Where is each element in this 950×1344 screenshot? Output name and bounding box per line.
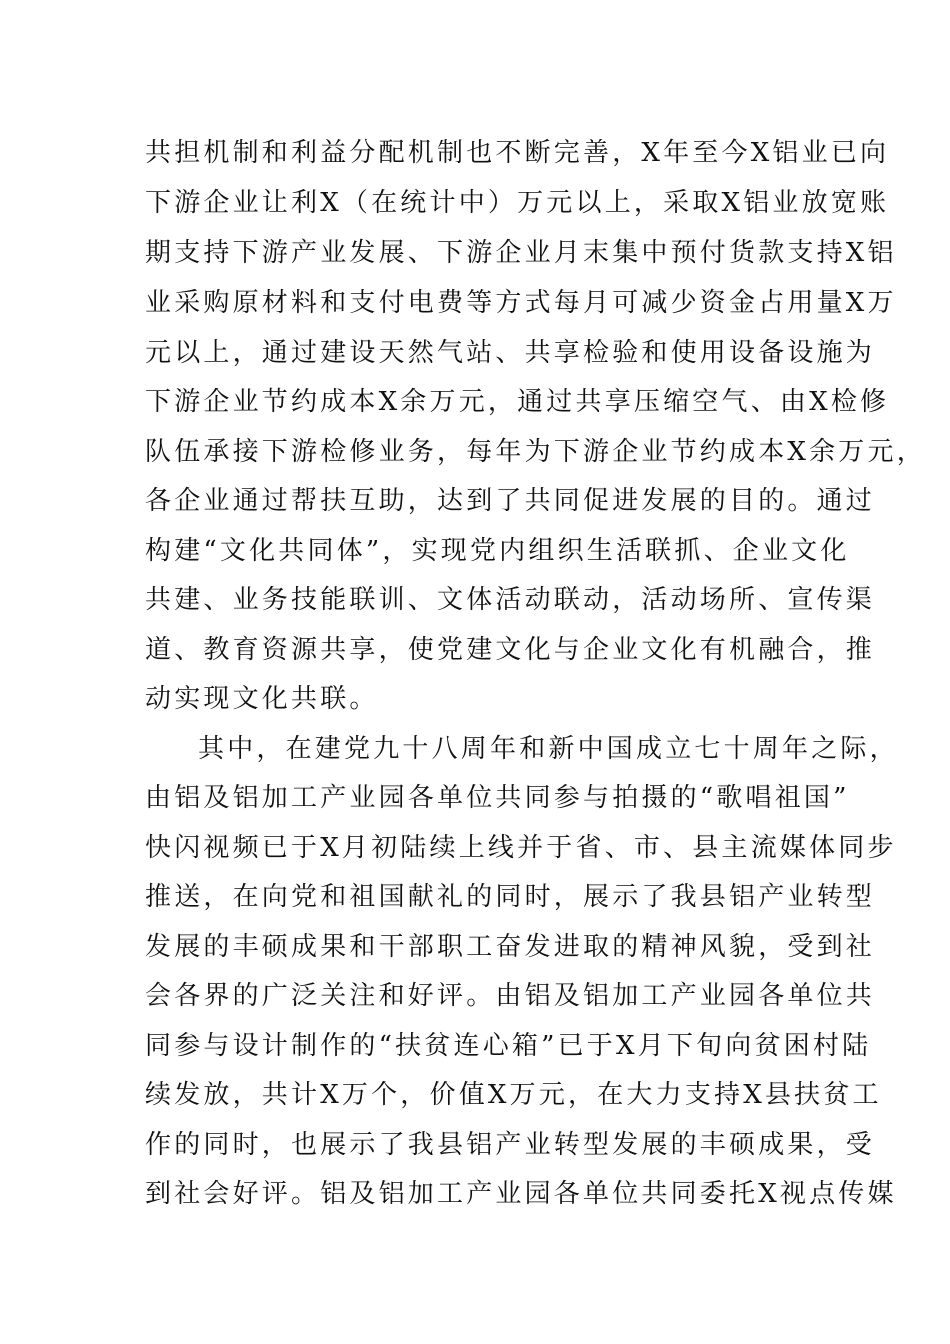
body-text-line: 推送，在向党和祖国献礼的同时，展示了我县铝产业转型 (145, 882, 876, 912)
body-text-line: 动实现文化共联。 (145, 684, 379, 714)
body-text-line: 到社会好评。铝及铝加工产业园各单位共同委托X视点传媒 (145, 1179, 897, 1209)
body-text-line: 共担机制和利益分配机制也不断完善，X年至今X铝业已向 (145, 138, 890, 168)
body-text-line: 队伍承接下游检修业务，每年为下游企业节约成本X余万元， (145, 437, 926, 467)
body-text-line: 构建“文化共同体”，实现党内组织生活联抓、企业文化 (145, 536, 850, 566)
body-text-line: 业采购原材料和支付电费等方式每月可减少资金占用量X万 (145, 288, 897, 318)
body-text-line: 会各界的广泛关注和好评。由铝及铝加工产业园各单位共 (145, 981, 876, 1011)
body-text-line: 道、教育资源共享，使党建文化与企业文化有机融合，推 (145, 635, 876, 665)
body-text-line: 共建、业务技能联训、文体活动联动，活动场所、宣传渠 (145, 585, 876, 615)
body-text-line: 发展的丰硕成果和干部职工奋发进取的精神风貌，受到社 (145, 932, 876, 962)
body-text-line: 由铝及铝加工产业园各单位共同参与拍摄的“歌唱祖国” (145, 783, 850, 813)
body-text-line: 下游企业节约成本X余万元，通过共享压缩空气、由X检修 (145, 387, 890, 417)
paragraph-first-line: 其中，在建党九十八周年和新中国成立七十周年之际， (198, 734, 899, 764)
body-text-line: 作的同时，也展示了我县铝产业转型发展的丰硕成果，受 (145, 1130, 876, 1160)
body-text-line: 元以上，通过建设天然气站、共享检验和使用设备设施为 (145, 338, 876, 368)
body-text-line: 同参与设计制作的“扶贫连心箱”已于X月下旬向贫困村陆 (145, 1031, 872, 1061)
body-text-line: 续发放，共计X万个，价值X万元，在大力支持X县扶贫工 (145, 1080, 882, 1110)
body-text-line: 期支持下游产业发展、下游企业月末集中预付货款支持X铝 (145, 238, 897, 268)
body-text-line: 下游企业让利X（在统计中）万元以上，采取X铝业放宽账 (145, 188, 890, 218)
body-text-line: 快闪视频已于X月初陆续上线并于省、市、县主流媒体同步 (145, 833, 897, 863)
body-text-line: 各企业通过帮扶互助，达到了共同促进发展的目的。通过 (145, 486, 876, 516)
